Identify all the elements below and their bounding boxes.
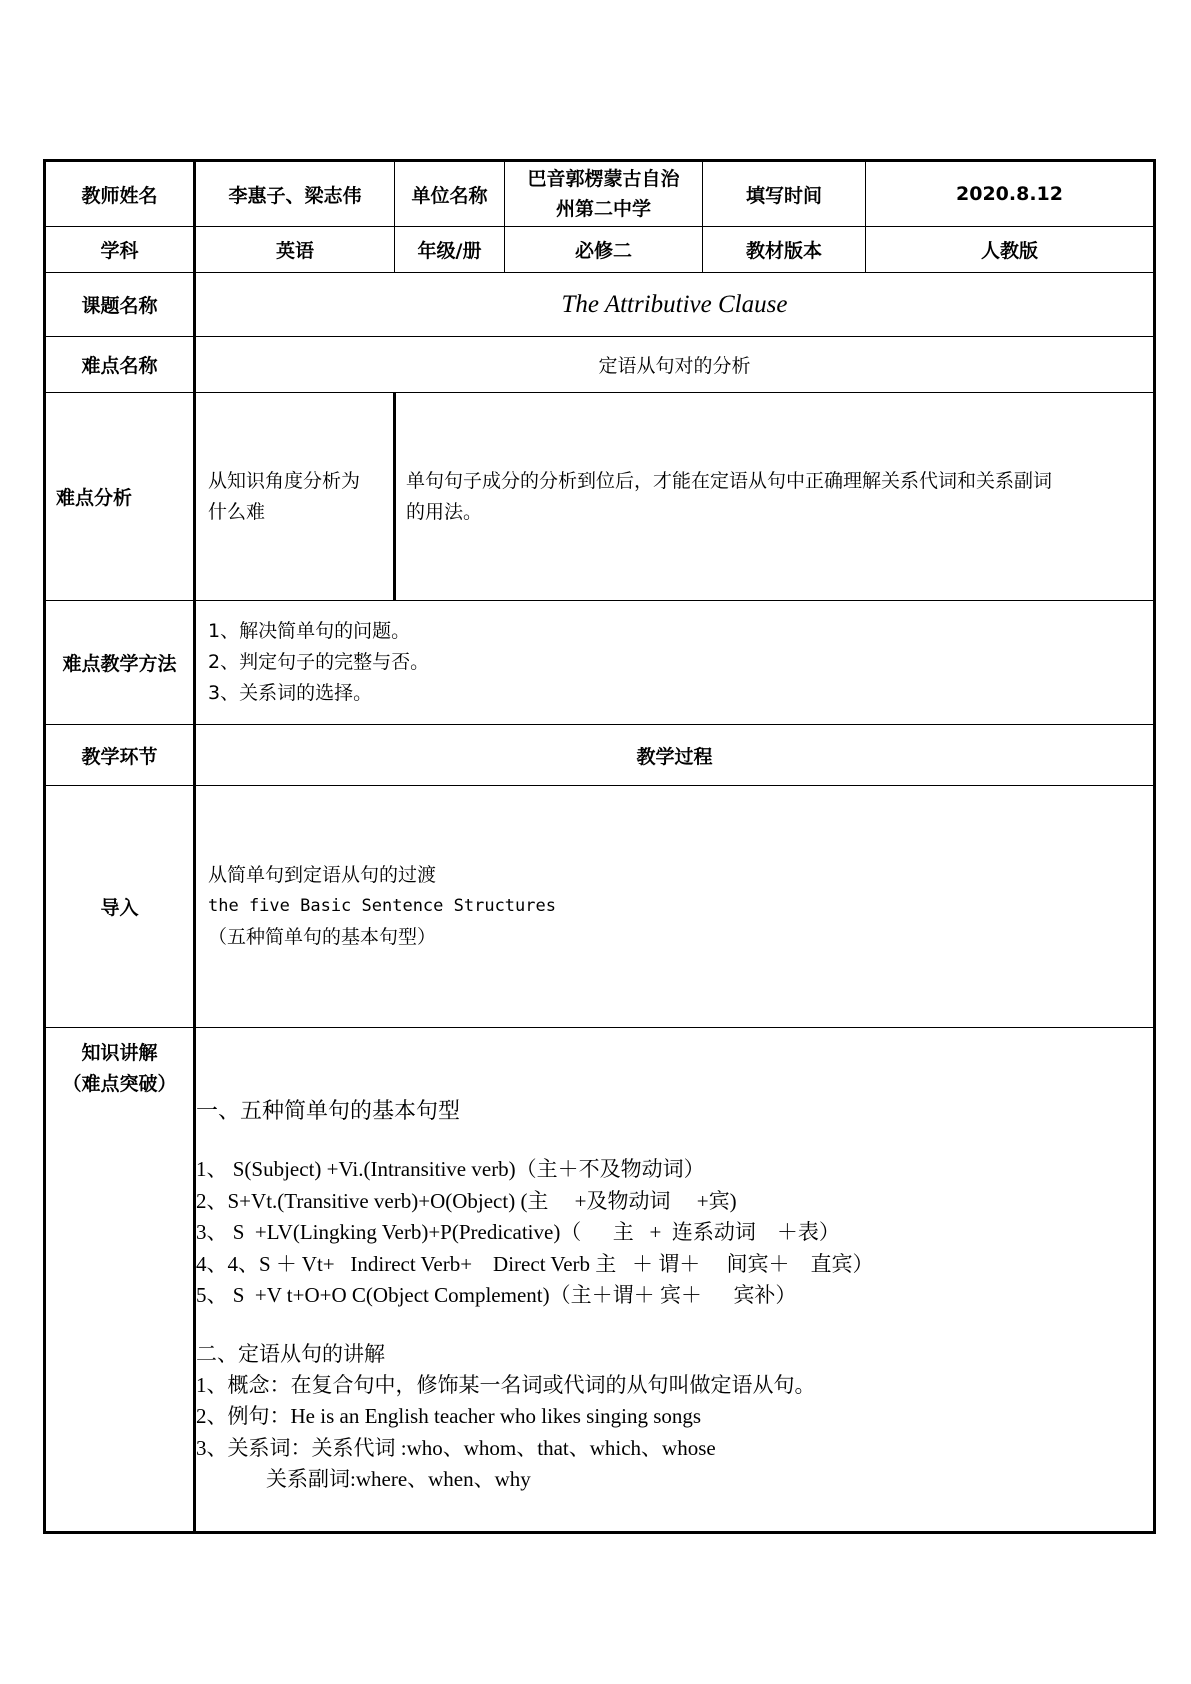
grade-label: 年级/册	[395, 227, 505, 273]
section1-item: 1、 S(Subject) +Vi.(Intransitive verb)（主＋不及物动词）	[196, 1157, 705, 1181]
analysis-label: 难点分析	[45, 393, 195, 601]
date-value: 2020.8.12	[866, 161, 1155, 227]
date-label: 填写时间	[703, 161, 866, 227]
section1-item: 2、S+Vt.(Transitive verb)+O(Object) (主 +及物动词 +宾)	[196, 1188, 737, 1213]
subject-value: 英语	[195, 227, 395, 273]
topic-value: The Attributive Clause	[195, 273, 1155, 337]
methods-item: 2、判定句子的完整与否。	[208, 651, 430, 673]
section2-item: 3、关系词：关系代词 :who、whom、that、which、whose	[196, 1435, 716, 1460]
intro-line1: 从简单句到定语从句的过渡	[208, 864, 437, 886]
section1-title: 一、五种简单句的基本句型	[196, 1099, 461, 1124]
knowledge-row	[45, 1028, 1155, 1533]
analysis-sub-label	[195, 393, 395, 601]
analysis-value-line2: 的用法。	[406, 500, 483, 523]
intro-label: 导入	[45, 786, 195, 1028]
difficulty-label: 难点名称	[45, 337, 195, 393]
unit-value-line2: 州第二中学	[555, 198, 651, 220]
knowledge-label-line1: 知识讲解	[81, 1042, 158, 1064]
teacher-value: 李惠子、梁志伟	[195, 161, 395, 227]
subject-label: 学科	[45, 227, 195, 273]
grade-value: 必修二	[505, 227, 703, 273]
knowledge-content	[195, 1028, 1155, 1533]
edition-label: 教材版本	[703, 227, 866, 273]
methods-row	[45, 601, 1155, 725]
process-header-row	[45, 725, 1155, 786]
unit-value-line1: 巴音郭楞蒙古自治	[527, 168, 680, 190]
analysis-value-line1: 单句句子成分的分析到位后，才能在定语从句中正确理解关系代词和关系副词	[406, 469, 1053, 492]
unit-label: 单位名称	[395, 161, 505, 227]
intro-line3: （五种简单句的基本句型）	[208, 926, 437, 948]
methods-item: 1、解决简单句的问题。	[208, 620, 411, 642]
section2-item: 2、例句：He is an English teacher who likes singing songs	[196, 1404, 702, 1428]
methods-item: 3、关系词的选择。	[208, 682, 373, 704]
lesson-plan-table	[43, 159, 1156, 1534]
section2-sub: 关系副词:where、when、why	[266, 1467, 531, 1491]
section2-item: 1、概念：在复合句中，修饰某一名词或代词的从句叫做定语从句。	[196, 1372, 816, 1397]
section1-item: 3、 S +LV(Lingking Verb)+P(Predicative)（ 主 + 连系动词 ＋表）	[196, 1220, 840, 1244]
topic-row	[45, 273, 1155, 337]
section1-item: 4、4、S ＋ Vt+ Indirect Verb+ Direct Verb 主 ＋ 谓＋ 间宾＋ 直宾）	[196, 1251, 874, 1276]
topic-label: 课题名称	[45, 273, 195, 337]
methods-list	[195, 601, 1155, 725]
intro-line2: the five Basic Sentence Structures	[208, 896, 556, 916]
process-label: 教学过程	[195, 725, 1155, 786]
stage-label: 教学环节	[45, 725, 195, 786]
analysis-sub-label-line2: 什么难	[208, 500, 266, 523]
section1-item: 5、 S +V t+O+O C(Object Complement)（主＋谓＋ 宾＋ 宾补）	[196, 1283, 797, 1307]
analysis-value	[395, 393, 1155, 601]
header-row-2	[45, 227, 1155, 273]
difficulty-row	[45, 337, 1155, 393]
teacher-label: 教师姓名	[45, 161, 195, 227]
analysis-row	[45, 393, 1155, 601]
unit-value	[505, 161, 703, 227]
knowledge-label	[45, 1028, 195, 1533]
section2-title: 二、定语从句的讲解	[196, 1341, 385, 1366]
analysis-sub-label-line1: 从知识角度分析为	[208, 469, 361, 492]
intro-content	[195, 786, 1155, 1028]
edition-value: 人教版	[866, 227, 1155, 273]
difficulty-value: 定语从句对的分析	[195, 337, 1155, 393]
header-row-1	[45, 161, 1155, 227]
methods-label: 难点教学方法	[45, 601, 195, 725]
knowledge-label-line2: （难点突破）	[62, 1073, 177, 1095]
intro-row	[45, 786, 1155, 1028]
